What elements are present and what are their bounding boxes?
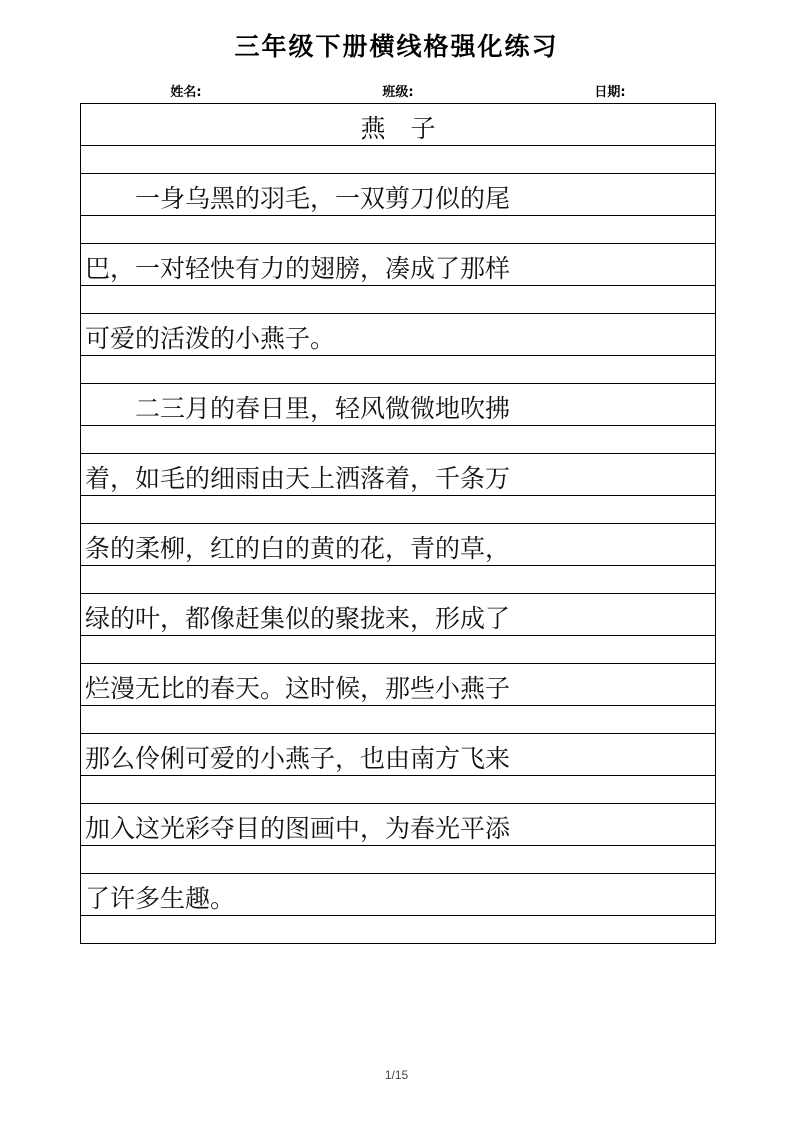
blank-practice-row[interactable] xyxy=(81,496,715,524)
handwriting-text: 那么伶俐可爱的小燕子，也由南方飞来 xyxy=(85,744,511,773)
handwriting-text: 烂漫无比的春天。这时候，那些小燕子 xyxy=(85,674,511,703)
blank-practice-row[interactable] xyxy=(81,636,715,664)
blank-practice-row[interactable] xyxy=(81,916,715,944)
blank-practice-row[interactable] xyxy=(81,426,715,454)
writing-row[interactable] xyxy=(81,244,715,286)
handwriting-text: 条的柔柳，红的白的黄的花，青的草， xyxy=(85,534,511,563)
handwriting-text: 可爱的活泼的小燕子。 xyxy=(85,324,336,353)
writing-row[interactable] xyxy=(81,804,715,846)
handwriting-text: 燕 子 xyxy=(360,114,436,143)
handwriting-text: 绿的叶，都像赶集似的聚拢来，形成了 xyxy=(85,604,511,633)
handwriting-text: 巴，一对轻快有力的翅膀，凑成了那样 xyxy=(85,254,511,283)
writing-row[interactable] xyxy=(81,104,715,146)
handwriting-text: 加入这光彩夺目的图画中，为春光平添 xyxy=(85,814,511,843)
writing-row[interactable] xyxy=(81,664,715,706)
handwriting-text: 二三月的春日里，轻风微微地吹拂 xyxy=(85,394,511,423)
writing-row[interactable] xyxy=(81,454,715,496)
writing-row[interactable] xyxy=(81,874,715,916)
writing-row[interactable] xyxy=(81,174,715,216)
blank-practice-row[interactable] xyxy=(81,146,715,174)
student-meta-row xyxy=(80,79,716,101)
blank-practice-row[interactable] xyxy=(81,566,715,594)
blank-practice-row[interactable] xyxy=(81,706,715,734)
blank-practice-row[interactable] xyxy=(81,286,715,314)
handwriting-text: 一身乌黑的羽毛，一双剪刀似的尾 xyxy=(85,184,511,213)
writing-row[interactable] xyxy=(81,594,715,636)
date-field-label: 日期: xyxy=(594,84,626,100)
page-title: 三年级下册横线格强化练习 xyxy=(234,32,559,61)
handwriting-text: 了许多生趣。 xyxy=(85,884,236,913)
name-field-label: 姓名: xyxy=(170,84,202,100)
blank-practice-row[interactable] xyxy=(81,846,715,874)
class-field-label: 班级: xyxy=(382,84,414,100)
writing-row[interactable] xyxy=(81,734,715,776)
blank-practice-row[interactable] xyxy=(81,216,715,244)
page-number: 1/15 xyxy=(384,1068,409,1082)
blank-practice-row[interactable] xyxy=(81,356,715,384)
writing-row[interactable] xyxy=(81,524,715,566)
writing-row[interactable] xyxy=(81,384,715,426)
handwriting-text: 着，如毛的细雨由天上洒落着，千条万 xyxy=(85,464,511,493)
writing-grid xyxy=(80,103,716,944)
writing-row[interactable] xyxy=(81,314,715,356)
blank-practice-row[interactable] xyxy=(81,776,715,804)
